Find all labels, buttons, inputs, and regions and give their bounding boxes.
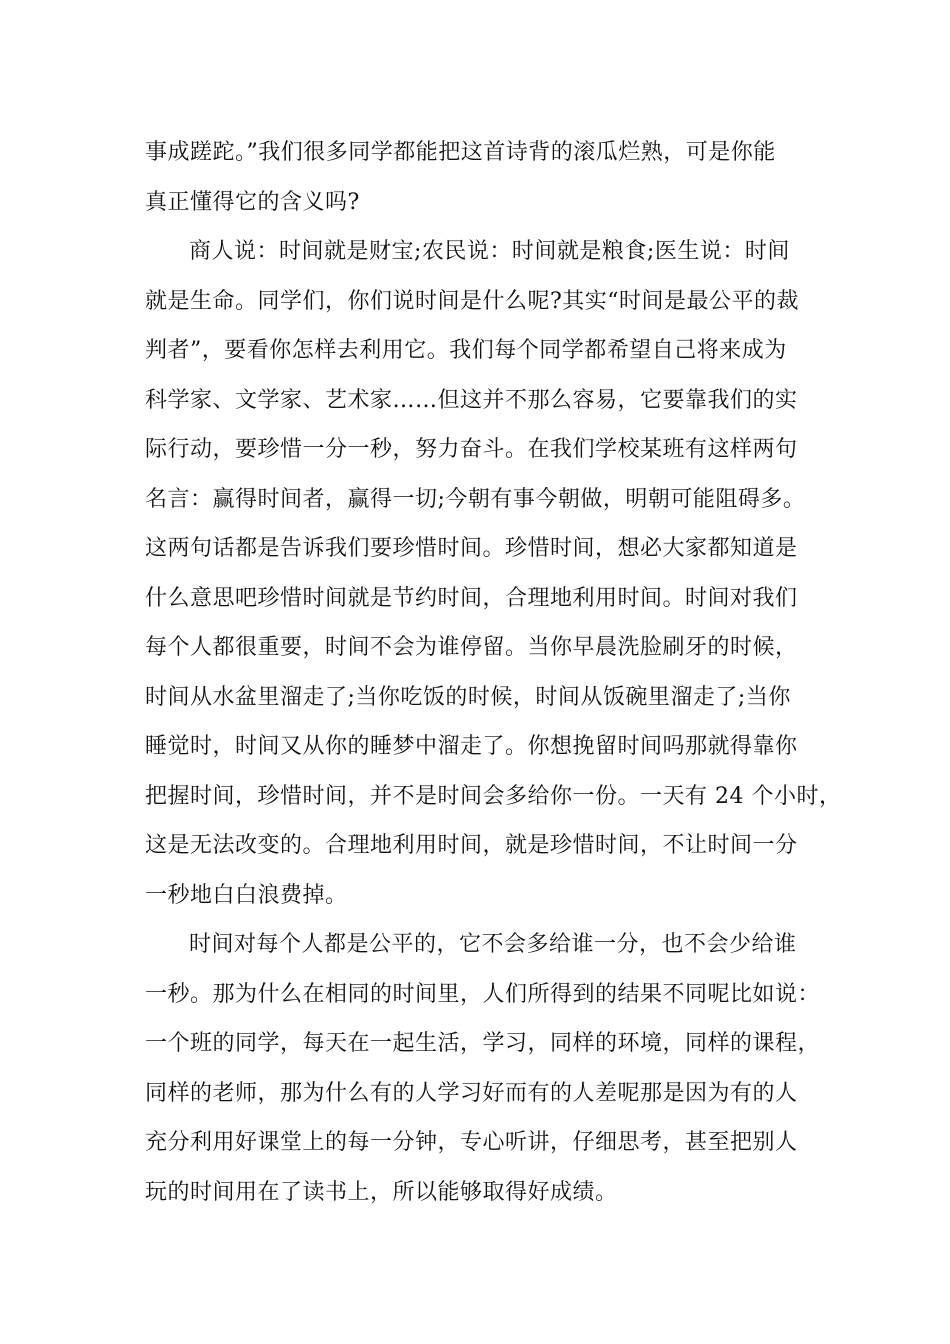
- text-line: 时间从水盆里溜走了;当你吃饭的时候，时间从饭碗里溜走了;当你: [145, 684, 791, 710]
- text-line: 玩的时间用在了读书上，所以能够取得好成绩。: [145, 1179, 618, 1205]
- text-line: 把握时间，珍惜时间，并不是时间会多给你一份。一天有 24 个小时，: [145, 783, 842, 809]
- text-line: 一秒地白白浪费掉。: [145, 882, 348, 908]
- text-line: 一个班的同学，每天在一起生活，学习，同样的环境，同样的课程，: [145, 1031, 821, 1056]
- text-line: 一秒。那为什么在相同的时间里，人们所得到的结果不同呢比如说：: [145, 981, 821, 1007]
- text-line: 每个人都很重要，时间不会为谁停留。当你早晨洗脸刷牙的时候，: [145, 635, 798, 660]
- text-line: 名言：赢得时间者，赢得一切;今朝有事今朝做，明朝可能阻碍多。: [145, 486, 806, 512]
- text-line: 际行动，要珍惜一分一秒，努力奋斗。在我们学校某班有这样两句: [145, 437, 798, 462]
- text-line: 这两句话都是告诉我们要珍惜时间。珍惜时间，想必大家都知道是: [145, 536, 798, 561]
- text-line: 时间对每个人都是公平的，它不会多给谁一分，也不会少给谁: [189, 932, 797, 957]
- text-line: 就是生命。同学们，你们说时间是什么呢?其实“时间是最公平的裁: [145, 288, 800, 314]
- text-line: 睡觉时，时间又从你的睡梦中溜走了。你想挽留时间吗那就得靠你: [145, 734, 798, 759]
- text-line: 这是无法改变的。合理地利用时间，就是珍惜时间，不让时间一分: [145, 833, 798, 858]
- text-line: 判者”，要看你怎样去利用它。我们每个同学都希望自己将来成为: [145, 338, 787, 363]
- body-text: [145, 128, 842, 1217]
- text-line: 同样的老师，那为什么有的人学习好而有的人差呢那是因为有的人: [145, 1080, 798, 1106]
- text-line: 科学家、文学家、艺术家……但这并不那么容易，它要靠我们的实: [145, 387, 798, 413]
- text-line: 真正懂得它的含义吗?: [145, 189, 360, 215]
- text-line: 商人说：时间就是财宝;农民说：时间就是粮食;医生说：时间: [189, 239, 790, 264]
- text-line: 充分利用好课堂上的每一分钟，专心听讲，仔细思考，甚至把别人: [145, 1130, 798, 1155]
- text-line: 事成蹉跎。”我们很多同学都能把这首诗背的滚瓜烂熟，可是你能: [145, 140, 776, 165]
- text-line: 什么意思吧珍惜时间就是节约时间，合理地利用时间。时间对我们: [145, 585, 798, 611]
